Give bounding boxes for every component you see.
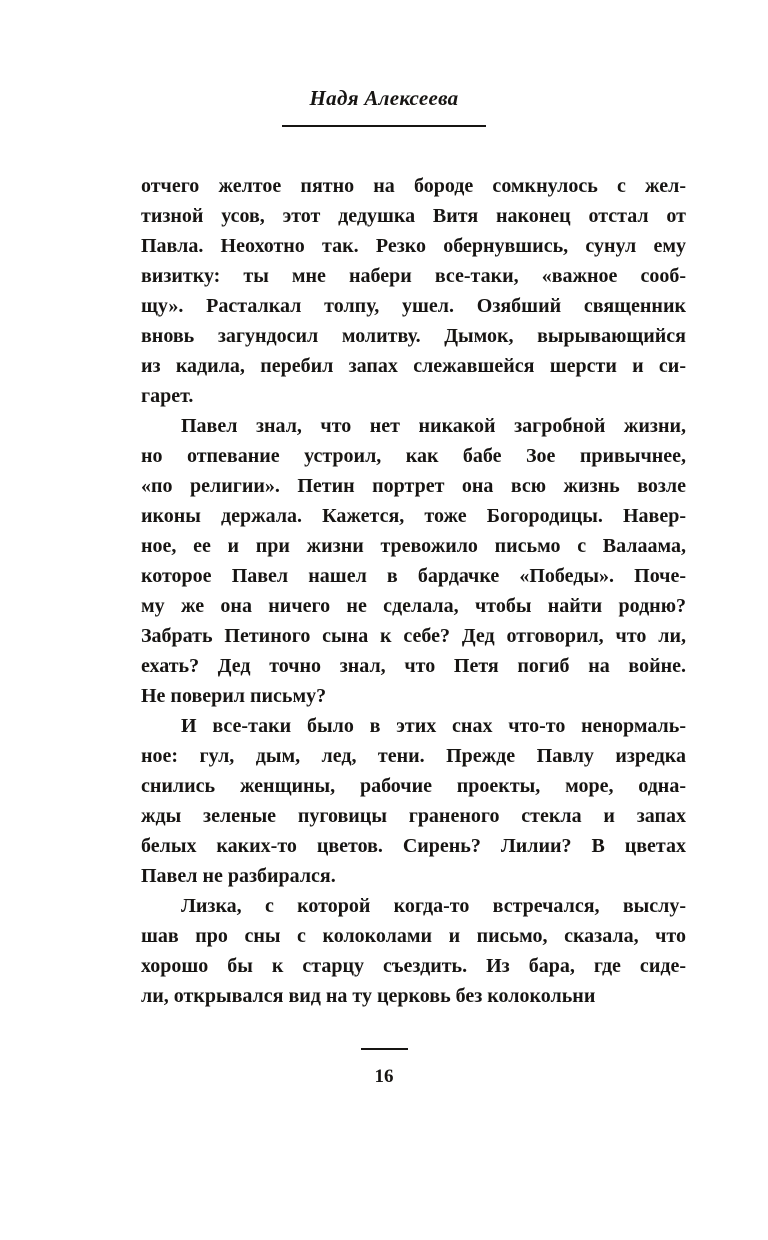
text-line: из кадила, перебил запах слежавшейся шерсти и си- bbox=[141, 355, 686, 377]
text-line: которое Павел нашел в бардачке «Победы». Поче- bbox=[141, 565, 686, 587]
text-line: ное: гул, дым, лед, тени. Прежде Павлу изредка bbox=[141, 745, 686, 767]
page-number: 16 bbox=[374, 1066, 394, 1087]
page-body bbox=[141, 171, 686, 1011]
paragraph bbox=[141, 891, 686, 1011]
text-line: снились женщины, рабочие проекты, море, одна- bbox=[141, 775, 686, 797]
text-line: Не поверил письму? bbox=[141, 685, 327, 707]
text-line: но отпевание устроил, как бабе Зое привычнее, bbox=[141, 445, 686, 467]
author-name: Надя Алексеева bbox=[309, 86, 459, 110]
text-line: Павел знал, что нет никакой загробной жизни, bbox=[181, 415, 686, 437]
paragraph bbox=[141, 411, 686, 711]
paragraph bbox=[141, 711, 686, 891]
text-line: вновь загундосил молитву. Дымок, вырывающийся bbox=[141, 325, 686, 347]
text-line: Павел не разбирался. bbox=[141, 865, 336, 887]
text-line: тизной усов, этот дедушка Витя наконец отстал от bbox=[141, 205, 686, 227]
text-line: му же она ничего не сделала, чтобы найти родню? bbox=[141, 595, 686, 617]
text-line: И все-таки было в этих снах что-то ненормаль- bbox=[181, 715, 686, 737]
text-line: Забрать Петиного сына к себе? Дед отговорил, что ли, bbox=[141, 625, 686, 647]
text-line: иконы держала. Кажется, тоже Богородицы. Навер- bbox=[141, 505, 686, 527]
running-head bbox=[0, 86, 768, 127]
text-line: щу». Расталкал толпу, ушел. Озябший священник bbox=[141, 295, 686, 317]
text-line: жды зеленые пуговицы граненого стекла и запах bbox=[141, 805, 686, 827]
text-line: шав про сны с колоколами и письмо, сказала, что bbox=[141, 925, 686, 947]
text-line: отчего желтое пятно на бороде сомкнулось с жел- bbox=[141, 175, 686, 197]
text-line: «по религии». Петин портрет она всю жизнь возле bbox=[141, 475, 686, 497]
text-line: хорошо бы к старцу съездить. Из бара, где сиде- bbox=[141, 955, 686, 977]
page-footer bbox=[0, 1048, 768, 1088]
text-line: Павла. Неохотно так. Резко обернувшись, сунул ему bbox=[141, 235, 686, 257]
header-rule bbox=[282, 125, 486, 127]
text-line: ли, открывался вид на ту церковь без колокольни bbox=[141, 985, 596, 1007]
text-line: Лизка, с которой когда-то встречался, выслу- bbox=[181, 895, 686, 917]
paragraph bbox=[141, 171, 686, 411]
text-line: гарет. bbox=[141, 385, 194, 407]
text-line: ное, ее и при жизни тревожило письмо с Валаама, bbox=[141, 535, 686, 557]
footer-rule bbox=[361, 1048, 408, 1050]
text-line: визитку: ты мне набери все-таки, «важное сооб- bbox=[141, 265, 686, 287]
text-line: ехать? Дед точно знал, что Петя погиб на войне. bbox=[141, 655, 686, 677]
text-line: белых каких-то цветов. Сирень? Лилии? В цветах bbox=[141, 835, 686, 857]
